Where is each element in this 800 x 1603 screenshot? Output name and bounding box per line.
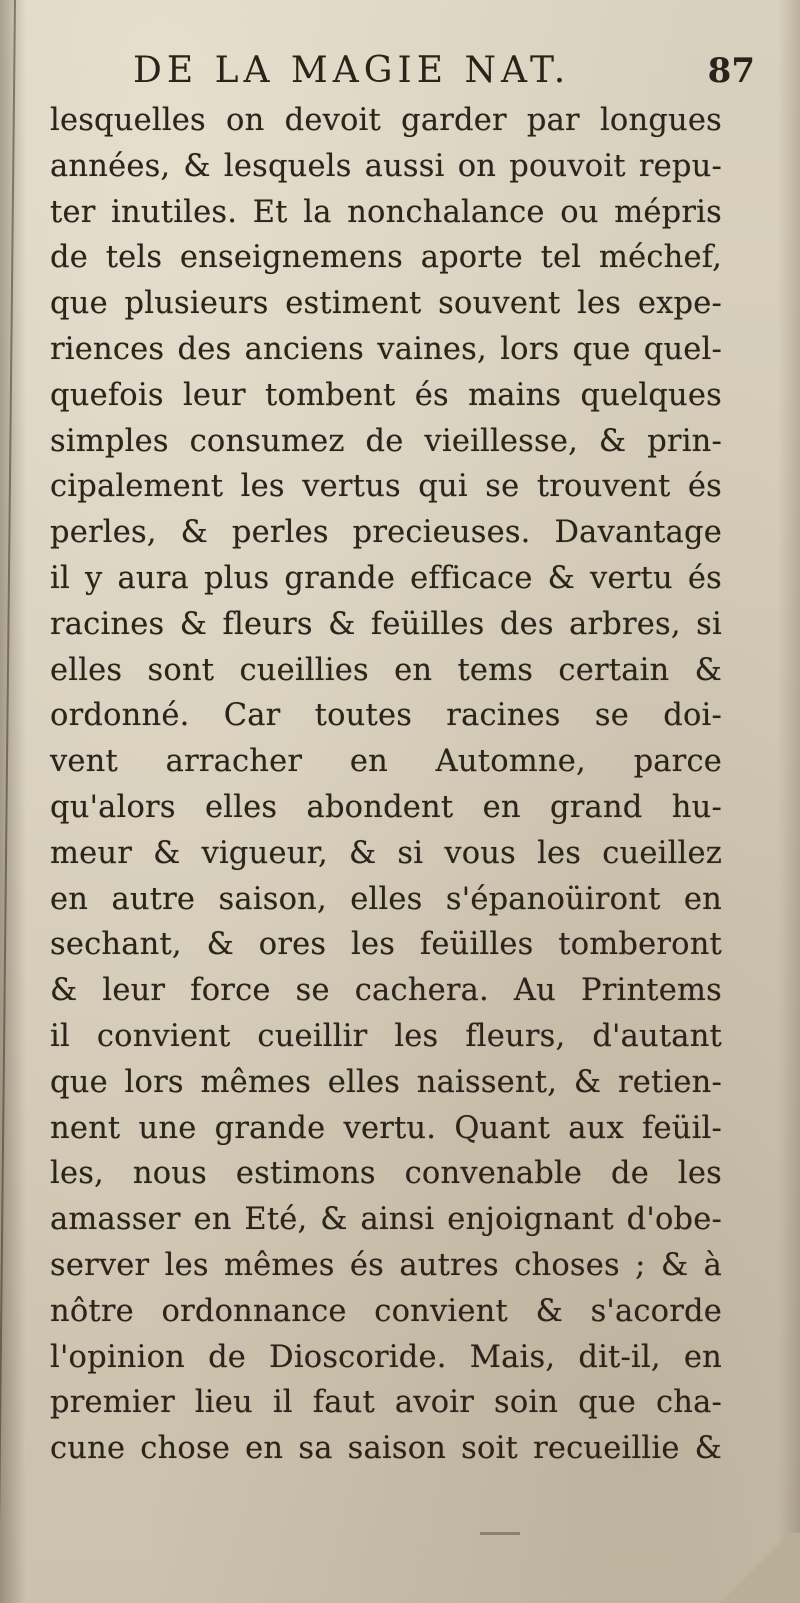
text-line: cune chose en sa saison soit recueillie & bbox=[50, 1431, 722, 1467]
page-number: 87 bbox=[707, 51, 755, 91]
text-line: nent une grande vertu. Quant aux feüil- bbox=[50, 1110, 722, 1146]
text-line: années, & lesquels aussi on pouvoit repu- bbox=[50, 148, 722, 184]
text-line: riences des anciens vaines, lors que quel- bbox=[50, 331, 722, 367]
text-line: simples consumez de vieillesse, & prin- bbox=[50, 423, 722, 459]
text-line: server les mêmes és autres choses ; & à bbox=[50, 1247, 722, 1283]
running-head: DE LA MAGIE NAT. bbox=[133, 50, 571, 91]
text-line: il y aura plus grande efficace & vertu és bbox=[50, 560, 722, 596]
text-line: ordonné. Car toutes racines se doi- bbox=[50, 698, 722, 734]
text-line: l'opinion de Dioscoride. Mais, dit-il, en bbox=[50, 1339, 722, 1375]
text-line: en autre saison, elles s'épanoüiront en bbox=[50, 881, 722, 917]
text-line: ter inutiles. Et la nonchalance ou mépris bbox=[50, 194, 722, 230]
page-header bbox=[125, 46, 755, 98]
text-line: que lors mêmes elles naissent, & retien- bbox=[50, 1064, 722, 1100]
text-line: racines & fleurs & feüilles des arbres, si bbox=[50, 606, 722, 642]
text-line: vent arracher en Automne, parce bbox=[50, 744, 722, 780]
page-edge-shadow bbox=[778, 0, 800, 1603]
text-line: amasser en Eté, & ainsi enjoignant d'obe- bbox=[50, 1202, 722, 1238]
text-line: de tels enseignemens aporte tel méchef, bbox=[50, 240, 722, 276]
text-line: premier lieu il faut avoir soin que cha- bbox=[50, 1385, 722, 1421]
page-corner bbox=[710, 1533, 800, 1603]
text-line: sechant, & ores les feüilles tomberont bbox=[50, 927, 722, 963]
text-line: & leur force se cachera. Au Printems bbox=[50, 973, 722, 1009]
text-line: cipalement les vertus qui se trouvent és bbox=[50, 469, 722, 505]
text-line: qu'alors elles abondent en grand hu- bbox=[50, 789, 722, 825]
text-line: perles, & perles precieuses. Davantage bbox=[50, 515, 722, 551]
body-text bbox=[50, 98, 722, 1472]
text-line: elles sont cueillies en tems certain & bbox=[50, 652, 722, 688]
text-line: quefois leur tombent és mains quelques bbox=[50, 377, 722, 413]
text-line: les, nous estimons convenable de les bbox=[50, 1156, 722, 1192]
text-line: meur & vigueur, & si vous les cueillez bbox=[50, 835, 722, 871]
text-line: nôtre ordonnance convient & s'acorde bbox=[50, 1293, 722, 1329]
text-line: lesquelles on devoit garder par longues bbox=[50, 103, 722, 138]
text-line: que plusieurs estiment souvent les expe- bbox=[50, 286, 722, 322]
ink-mark bbox=[480, 1532, 520, 1535]
text-line: il convient cueillir les fleurs, d'autant bbox=[50, 1018, 722, 1054]
